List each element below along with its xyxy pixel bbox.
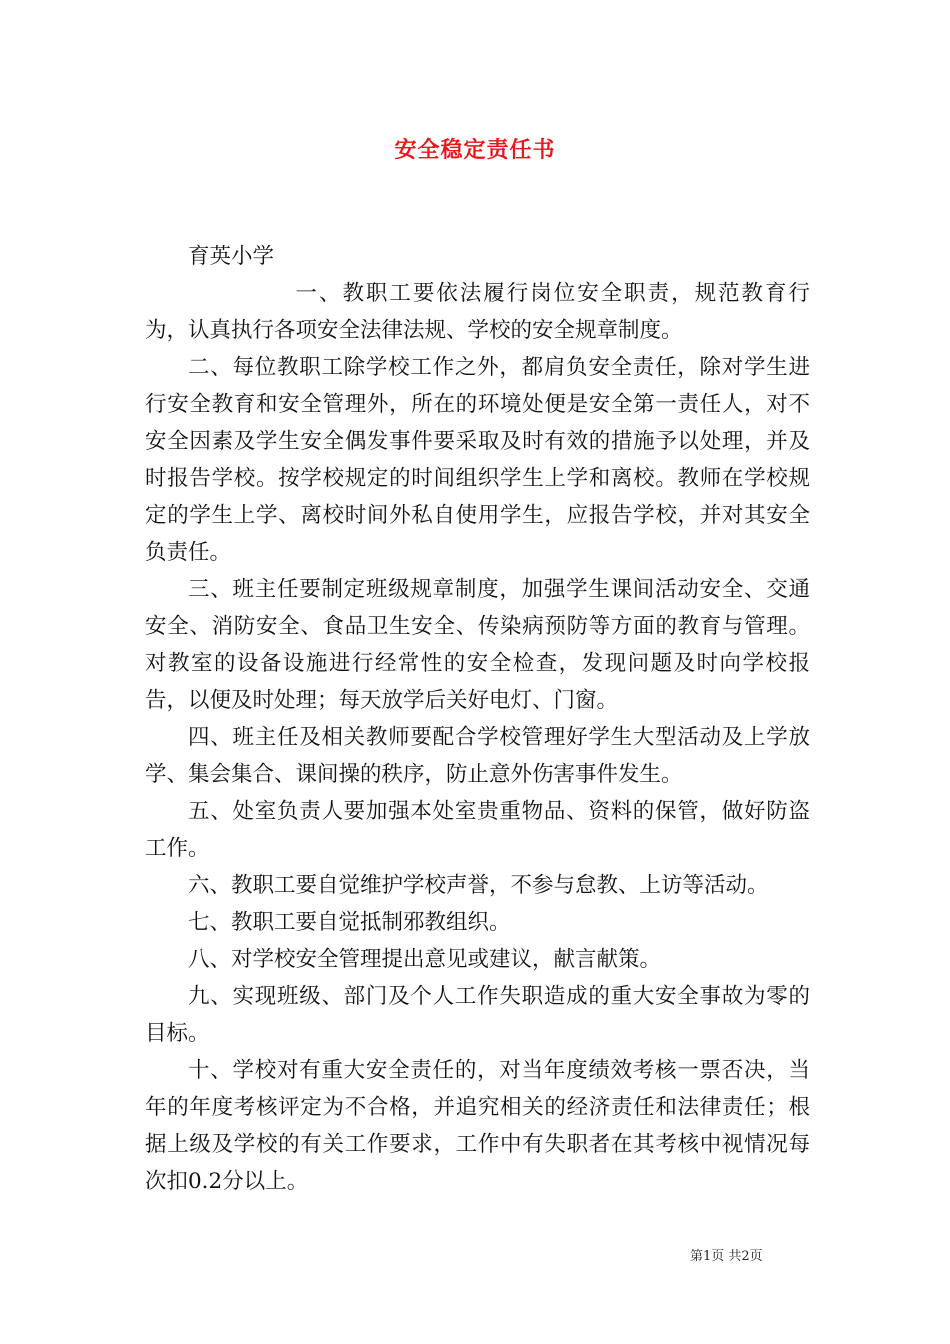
paragraph-3: 三、班主任要制定班级规章制度，加强学生课间活动安全、交通安全、消防安全、食品卫生安全、传染病预防等方面的教育与管理。对教室的设备设施进行经常性的安全检查，发现问题及时向学校报告，以便及时处理；每天放学后关好电灯、门窗。 <box>145 577 810 713</box>
paragraph-7: 七、教职工要自觉抵制邪教组织。 <box>188 910 511 935</box>
paragraph-4: 四、班主任及相关教师要配合学校管理好学生大型活动及上学放学、集会集合、课间操的秩序，防止意外伤害事件发生。 <box>145 725 810 787</box>
document-body <box>145 238 810 1200</box>
paragraph-1: 一、教职工要依法履行岗位安全职责，规范教育行为，认真执行各项安全法律法规、学校的安全规章制度。 <box>145 281 810 343</box>
paragraph-5: 五、处室负责人要加强本处室贵重物品、资料的保管，做好防盗工作。 <box>145 799 810 861</box>
school-name: 育英小学 <box>188 244 275 269</box>
paragraph-8: 八、对学校安全管理提出意见或建议，献言献策。 <box>188 947 662 972</box>
page-number: 第1页 共2页 <box>690 1249 763 1264</box>
paragraph-2: 二、每位教职工除学校工作之外，都肩负安全责任，除对学生进行安全教育和安全管理外，所在的环境处便是安全第一责任人，对不安全因素及学生安全偶发事件要采取及时有效的措施予以处理，并及时报告学校。按学校规定的时间组织学生上学和离校。教师在学校规定的学生上学、离校时间外私自使用学生，应报告学校，并对其安全负责任。 <box>145 355 810 565</box>
paragraph-9: 九、实现班级、部门及个人工作失职造成的重大安全事故为零的目标。 <box>145 984 810 1046</box>
paragraph-10: 十、学校对有重大安全责任的，对当年度绩效考核一票否决，当年的年度考核评定为不合格，并追究相关的经济责任和法律责任；根据上级及学校的有关工作要求，工作中有失职者在其考核中视情况每次扣0.2分以上。 <box>145 1058 810 1194</box>
document-title: 安全稳定责任书 <box>394 138 556 163</box>
paragraph-6: 六、教职工要自觉维护学校声誉，不参与怠教、上访等活动。 <box>188 873 769 898</box>
